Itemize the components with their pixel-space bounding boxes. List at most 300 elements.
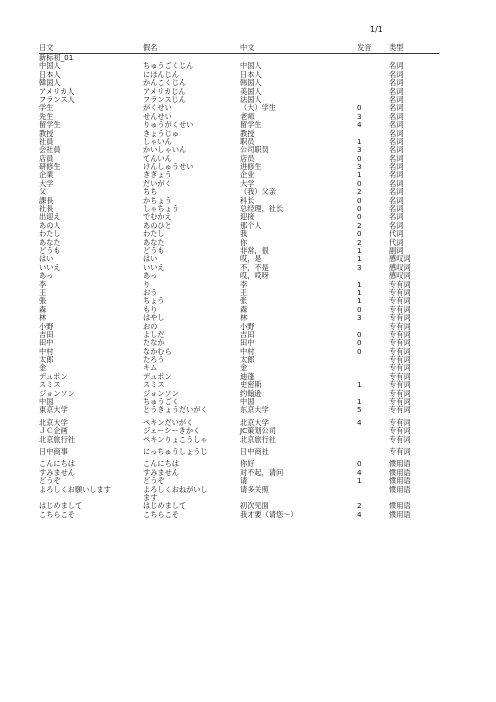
cell-type: 名词 [389,153,404,163]
cell-kana: にっちゅうしょうじ [143,446,208,456]
cell-kana: わたし [143,229,165,239]
cell-japanese: 日本人 [39,69,61,79]
cell-type: 名词 [389,120,404,130]
cell-chinese: 请多关照 [240,484,269,494]
cell-tone: 2 [357,187,362,197]
cell-tone: 0 [357,459,362,469]
cell-japanese: 出迎え [39,212,61,222]
table-row [39,281,439,289]
cell-tone: 4 [357,417,362,427]
cell-type: 专有词 [389,446,411,456]
cell-tone: 1 [357,170,362,180]
cell-kana: たろう [143,355,165,365]
cell-kana: たなか [143,338,165,348]
table-row [39,356,439,364]
cell-chinese: JC策划公司 [240,426,276,436]
table-body [39,62,439,519]
cell-type: 专有词 [389,405,411,415]
cell-chinese: 那个人 [240,220,262,230]
cell-type: 感叹词 [389,254,411,264]
cell-tone: 2 [357,501,362,511]
cell-kana: かんこくじん [143,78,187,88]
cell-chinese: 哎，是 [240,254,262,264]
table-row [39,197,439,205]
cell-chinese: 日本人 [240,69,262,79]
cell-kana: にほんじん [143,69,179,79]
table-row [39,339,439,347]
cell-chinese: 王 [240,287,248,297]
cell-kana: り [143,279,151,289]
cell-japanese: デュポン [39,371,68,381]
cell-kana: ペキンりょこうしゃ [143,434,208,444]
cell-chinese: 我 [240,229,248,239]
cell-kana: よしだ [143,329,165,339]
cell-tone: 0 [357,195,362,205]
cell-chinese: 东京大学 [240,405,269,415]
cell-chinese: 职员 [240,136,255,146]
cell-chinese: 迪蓬 [240,371,255,381]
cell-type: 专有词 [389,329,411,339]
cell-chinese: 不，不是 [240,262,269,272]
cell-tone: 3 [357,162,362,172]
cell-japanese: 小野 [39,321,54,331]
cell-chinese: 小野 [240,321,255,331]
cell-type: 专有词 [389,363,411,373]
cell-japanese: アメリカ人 [39,86,75,96]
cell-japanese: 中国 [39,397,54,407]
cell-chinese: 法国人 [240,94,262,104]
cell-tone: 0 [357,338,362,348]
table-row [39,146,439,154]
table-row [39,213,439,221]
cell-type: 专有词 [389,296,411,306]
cell-chinese: 太郎 [240,355,255,365]
table-row [39,511,439,519]
cell-tone: 0 [357,178,362,188]
cell-tone: 4 [357,467,362,477]
cell-kana: ちゅうごく [143,397,179,407]
cell-type: 专有词 [389,388,411,398]
cell-tone: 0 [357,212,362,222]
cell-chinese: 店员 [240,153,255,163]
cell-japanese: 東京大学 [39,405,68,415]
cell-kana: はい [143,254,158,264]
table-row [39,155,439,163]
cell-type: 名词 [389,178,404,188]
header-kana: 假名 [143,43,158,52]
cell-tone: 0 [357,329,362,339]
cell-tone: 1 [357,397,362,407]
cell-chinese: 大学 [240,178,255,188]
cell-tone: 0 [357,153,362,163]
cell-type: 名词 [389,212,404,222]
cell-type: 名词 [389,128,404,138]
cell-japanese: 李 [39,279,47,289]
table-row [39,448,439,456]
section-title-row [39,54,439,62]
cell-japanese: 金 [39,363,47,373]
table-row [39,62,439,70]
table-row [39,188,439,196]
cell-japanese: 社長 [39,204,54,214]
cell-chinese: 初次见面 [240,501,269,511]
cell-japanese: はい [39,254,54,264]
cell-chinese: 林 [240,313,248,323]
cell-type: 名词 [389,220,404,230]
cell-type: 惯用语 [389,509,411,519]
cell-type: 代词 [389,229,404,239]
cell-tone: 1 [357,136,362,146]
cell-kana: でむかえ [143,212,172,222]
cell-type: 专有词 [389,371,411,381]
cell-chinese: 总经理，社长 [240,204,284,214]
cell-tone: 0 [357,304,362,314]
cell-japanese: 研修生 [39,162,61,172]
cell-type: 专有词 [389,355,411,365]
cell-chinese: 北京旅行社 [240,434,276,444]
cell-chinese: （我）父亲 [240,187,276,197]
cell-kana: きぎょう [143,170,172,180]
cell-japanese: 森 [39,304,47,314]
table-row [39,436,439,444]
cell-kana: はじめまして [143,501,187,511]
cell-japanese: 父 [39,187,47,197]
cell-japanese: 張 [39,296,47,306]
table-row [39,348,439,356]
table-row [39,486,439,494]
cell-japanese: 大学 [39,178,54,188]
cell-chinese: 你好 [240,459,255,469]
vocabulary-table [39,44,439,519]
cell-kana: ちち [143,187,158,197]
cell-chinese: 你 [240,237,248,247]
cell-chinese: 日中商社 [240,446,269,456]
cell-tone: 3 [357,145,362,155]
cell-kana: とうきょうだいがく [143,405,208,415]
cell-chinese: 中村 [240,346,255,356]
cell-tone: 2 [357,237,362,247]
cell-tone: 1 [357,476,362,486]
cell-chinese: 田中 [240,338,255,348]
table-row [39,331,439,339]
cell-type: 名词 [389,187,404,197]
cell-kana: どうも [143,245,165,255]
cell-kana: ジェーシーきかく [143,426,201,436]
table-row [39,121,439,129]
cell-japanese: 会社員 [39,145,61,155]
cell-chinese: 非常，很 [240,245,269,255]
cell-tone: 3 [357,262,362,272]
header-chinese: 中文 [240,43,255,52]
cell-type: 专有词 [389,434,411,444]
cell-tone: 0 [357,103,362,113]
cell-japanese: 中国人 [39,61,61,71]
table-row [39,460,439,468]
cell-type: 专有词 [389,287,411,297]
cell-tone: 0 [357,204,362,214]
cell-japanese: 北京大学 [39,417,68,427]
table-row [39,494,439,502]
section-title: 新标初_01 [39,53,74,62]
cell-japanese: 田中 [39,338,54,348]
table-row [39,171,439,179]
cell-japanese: 企業 [39,170,54,180]
cell-japanese: 学生 [39,103,54,113]
cell-kana: アメリカじん [143,86,186,96]
cell-japanese: 日中商事 [39,446,68,456]
table-row [39,239,439,247]
table-header [39,44,439,54]
table-row [39,138,439,146]
cell-kana: デュポン [143,371,172,381]
cell-type: 专有词 [389,321,411,331]
cell-japanese: 王 [39,287,47,297]
cell-chinese: 李 [240,279,248,289]
table-row [39,314,439,322]
table-row [39,230,439,238]
cell-japanese: どうも [39,245,61,255]
cell-tone: 4 [357,120,362,130]
cell-type: 名词 [389,78,404,88]
cell-kana: かちょう [143,195,172,205]
cell-chinese: 对不起，请问 [240,467,284,477]
table-row [39,406,439,414]
cell-tone: 1 [357,296,362,306]
cell-chinese: 张 [240,296,248,306]
cell-type: 名词 [389,136,404,146]
cell-kana: フランスじん [143,94,186,104]
header-type: 类型 [389,43,404,52]
cell-chinese: 进修生 [240,162,262,172]
cell-kana: ペキンだいがく [143,417,194,427]
cell-type: 名词 [389,69,404,79]
table-row [39,323,439,331]
cell-type: 副词 [389,245,404,255]
cell-kana: ジョンソン [143,388,179,398]
table-row [39,419,439,427]
cell-kana: キム [143,363,158,373]
cell-type: 名词 [389,94,404,104]
cell-kana: だいがく [143,178,172,188]
table-row [39,255,439,263]
cell-type: 专有词 [389,279,411,289]
table-row [39,364,439,372]
cell-type: 惯用语 [389,476,411,486]
table-row [39,163,439,171]
cell-japanese: 中村 [39,346,54,356]
cell-japanese: よろしくお願いします [39,484,111,494]
table-row [39,306,439,314]
cell-japanese: こんにちは [39,459,75,469]
table-row [39,222,439,230]
cell-tone: 3 [357,313,362,323]
cell-japanese: あっ [39,271,54,281]
cell-type: 专有词 [389,346,411,356]
cell-tone: 5 [357,405,362,415]
cell-japanese: ジョンソン [39,388,75,398]
table-row [39,88,439,96]
header-tone: 发音 [357,43,372,52]
cell-kana: なかむら [143,346,172,356]
table-row [39,71,439,79]
cell-chinese: 史密斯 [240,380,262,390]
cell-type: 惯用语 [389,484,411,494]
cell-japanese: すみません [39,467,75,477]
cell-japanese: ＪＣ企画 [39,426,68,436]
cell-kana: ます [143,492,158,502]
cell-japanese: 留学生 [39,120,61,130]
cell-type: 名词 [389,204,404,214]
cell-type: 惯用语 [389,459,411,469]
cell-chinese: 留学生 [240,120,262,130]
table-row [39,427,439,435]
cell-kana: どうぞ [143,476,165,486]
cell-type: 名词 [389,145,404,155]
cell-chinese: 老师 [240,111,255,121]
cell-type: 专有词 [389,338,411,348]
cell-type: 惯用语 [389,467,411,477]
cell-japanese: 教授 [39,128,54,138]
cell-tone: 1 [357,380,362,390]
cell-chinese: 韩国人 [240,78,262,88]
cell-type: 名词 [389,162,404,172]
cell-tone: 1 [357,287,362,297]
cell-kana: いいえ [143,262,165,272]
cell-japanese: いいえ [39,262,61,272]
table-row [39,130,439,138]
cell-japanese: あの人 [39,220,61,230]
table-row [39,502,439,510]
table-row [39,398,439,406]
table-row [39,381,439,389]
cell-japanese: 先生 [39,111,54,121]
cell-kana: おう [143,287,158,297]
cell-type: 代词 [389,237,404,247]
cell-chinese: 北京大学 [240,417,269,427]
table-row [39,272,439,280]
cell-type: 专有词 [389,380,411,390]
cell-kana: おの [143,321,158,331]
cell-kana: しゃちょう [143,204,179,214]
cell-chinese: 美国人 [240,86,262,96]
cell-kana: ちゅうごくじん [143,61,194,71]
cell-type: 专有词 [389,313,411,323]
table-row [39,104,439,112]
cell-japanese: フランス人 [39,94,75,104]
cell-kana: きょうじゅ [143,128,179,138]
table-row [39,373,439,381]
cell-japanese: 店員 [39,153,54,163]
cell-japanese: わたし [39,229,61,239]
table-row [39,469,439,477]
cell-chinese: 约翰逊 [240,388,262,398]
cell-japanese: 社員 [39,136,54,146]
cell-kana: がくせい [143,103,172,113]
table-row [39,96,439,104]
table-row [39,390,439,398]
cell-chinese: 森 [240,304,248,314]
header-japanese: 日文 [39,43,54,52]
cell-chinese: 公司职员 [240,145,269,155]
cell-type: 惯用语 [389,501,411,511]
cell-japanese: こちらこそ [39,509,75,519]
page-number: 1/1 [370,25,383,34]
cell-kana: ちょう [143,296,165,306]
cell-kana: こちらこそ [143,509,179,519]
cell-type: 感叹词 [389,271,411,281]
cell-chinese: （大）学生 [240,103,276,113]
table-row [39,79,439,87]
table-row [39,205,439,213]
cell-japanese: 太郎 [39,355,54,365]
cell-type: 感叹词 [389,262,411,272]
table-row [39,247,439,255]
cell-kana: もり [143,304,158,314]
cell-type: 名词 [389,86,404,96]
table-row [39,297,439,305]
cell-tone: 0 [357,346,362,356]
cell-japanese: はじめまして [39,501,83,511]
cell-chinese: 中国 [240,397,255,407]
cell-type: 名词 [389,195,404,205]
table-row [39,289,439,297]
cell-tone: 1 [357,279,362,289]
cell-kana: あっ [143,271,158,281]
cell-type: 专有词 [389,417,411,427]
cell-kana: せんせい [143,111,172,121]
cell-japanese: どうぞ [39,476,61,486]
cell-kana: あのひと [143,220,172,230]
cell-kana: こんにちは [143,459,179,469]
cell-chinese: 吉田 [240,329,255,339]
cell-chinese: 教授 [240,128,255,138]
cell-kana: けんしゅうせい [143,162,194,172]
cell-chinese: 科长 [240,195,255,205]
table-row [39,264,439,272]
cell-type: 名词 [389,61,404,71]
cell-japanese: 課長 [39,195,54,205]
cell-kana: よろしくおねがいし [143,484,208,494]
cell-tone: 1 [357,245,362,255]
cell-japanese: 林 [39,313,47,323]
cell-type: 专有词 [389,397,411,407]
cell-tone: 0 [357,229,362,239]
table-row [39,113,439,121]
cell-type: 名词 [389,111,404,121]
cell-japanese: 吉田 [39,329,54,339]
cell-tone: 2 [357,220,362,230]
cell-japanese: スミス [39,380,61,390]
cell-japanese: 北京旅行社 [39,434,75,444]
cell-chinese: 我才要（请您～） [240,509,298,519]
cell-tone: 1 [357,254,362,264]
cell-chinese: 企业 [240,170,255,180]
cell-japanese: 韓国人 [39,78,61,88]
cell-type: 名词 [389,103,404,113]
cell-chinese: 哎，哎呀 [240,271,269,281]
cell-type: 专有词 [389,304,411,314]
cell-kana: りゅうがくせい [143,120,194,130]
cell-type: 专有词 [389,426,411,436]
cell-chinese: 中国人 [240,61,262,71]
cell-japanese: あなた [39,237,61,247]
cell-kana: しゃいん [143,136,172,146]
cell-kana: すみません [143,467,179,477]
cell-type: 名词 [389,170,404,180]
cell-chinese: 请 [240,476,248,486]
cell-tone: 3 [357,111,362,121]
cell-kana: あなた [143,237,165,247]
